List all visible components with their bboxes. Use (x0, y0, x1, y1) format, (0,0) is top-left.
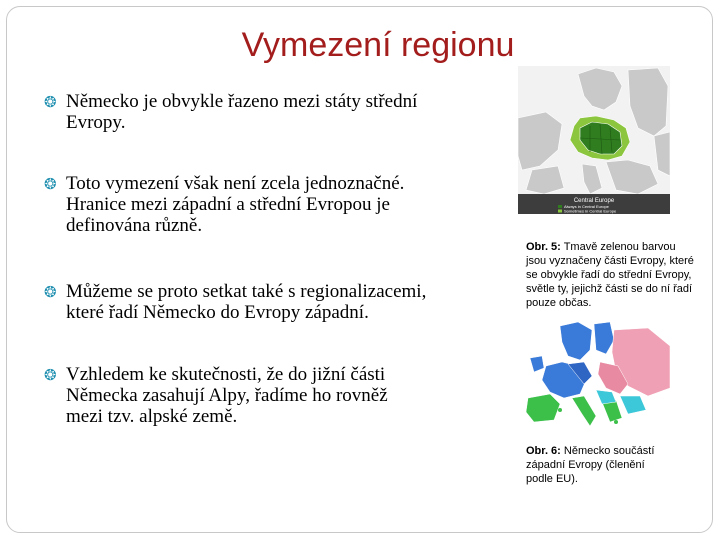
bullet-2-line-2: Hranice mezi západní a střední Evropou je (66, 194, 390, 215)
bullet-1-line-1: Německo je obvykle řazeno mezi státy střední (66, 91, 418, 112)
figure-6-text: Německo součástí západní Evropy (členění podle EU). (526, 445, 655, 485)
bullet-4-line-2: Německa zasahují Alpy, řadíme ho rovněž (66, 385, 388, 406)
map-legend-item-always: Always in Central Europe (564, 204, 609, 209)
figure-6-caption (526, 444, 666, 486)
figure-5-label: Obr. 5: (526, 241, 561, 253)
legend-swatch-light (558, 210, 562, 213)
map-legend-item-sometimes: Sometimes in Central Europe (564, 208, 617, 214)
eu-regions-map (520, 322, 670, 430)
bullet-3-line-2: které řadí Německo do Evropy západní. (66, 302, 369, 323)
bullet-marker-icon: ❂ (44, 95, 57, 111)
bullet-marker-icon: ❂ (44, 368, 57, 384)
bullet-marker-icon: ❂ (44, 177, 57, 193)
bullet-4-line-3: mezi tzv. alpské země. (66, 406, 238, 427)
bullet-4-line-1: Vzhledem ke skutečnosti, že do jižní části (66, 364, 386, 385)
figure-6-label: Obr. 6: (526, 445, 561, 457)
central-europe-map (518, 66, 670, 214)
bullet-1-line-2: Evropy. (66, 112, 126, 133)
legend-swatch-dark (558, 205, 562, 208)
bullet-3 (46, 281, 426, 323)
bullet-2 (46, 173, 404, 236)
slide-title: Vymezení regionu (241, 26, 515, 64)
bullet-2-line-1: Toto vymezení však není zcela jednoznačné. (66, 173, 405, 194)
bullet-marker-icon: ❂ (44, 285, 57, 301)
bullet-2-line-3: definována různě. (66, 215, 203, 236)
bullet-1 (46, 91, 417, 133)
map-legend-title: Central Europe (573, 198, 615, 204)
figure-5-text: Tmavě zelenou barvou jsou vyznačeny části Evropy, které se obvykle řadí do střední Evropy, světle ty, jejichž části se do ní řadí pouze občas. (526, 241, 694, 309)
bullet-3-line-1: Můžeme se proto setkat také s regionalizacemi, (66, 281, 427, 302)
figure-5-caption (526, 240, 696, 310)
bullet-4 (46, 364, 388, 427)
